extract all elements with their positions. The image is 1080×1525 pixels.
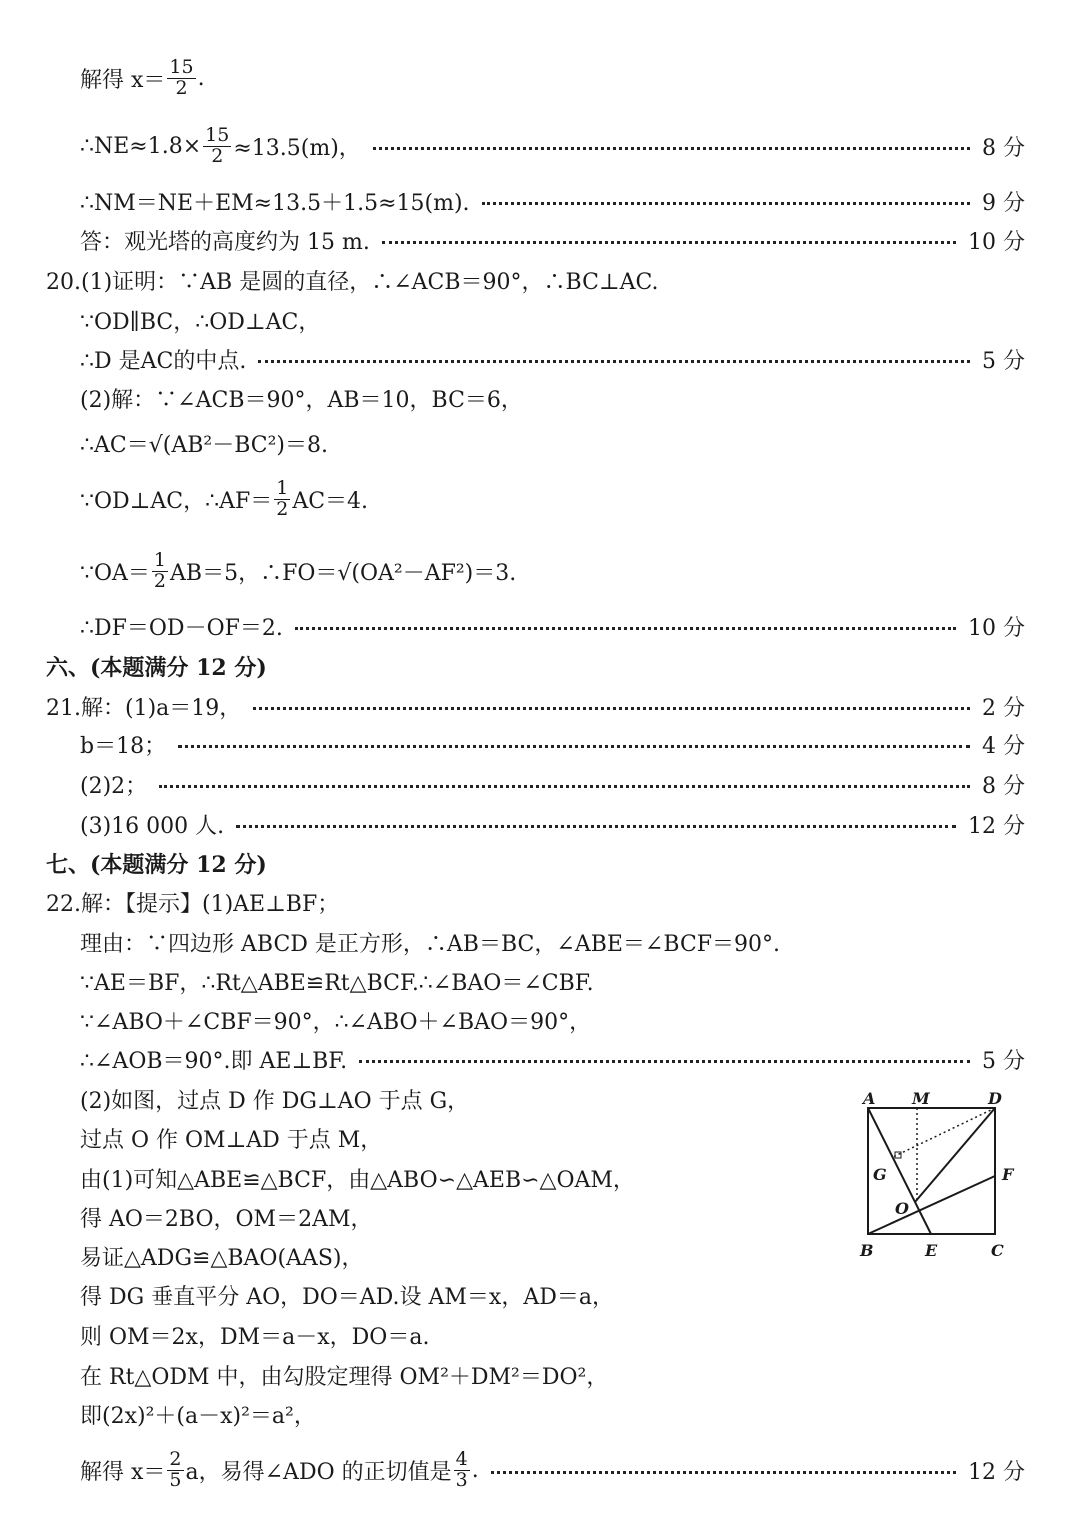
label-o: O <box>895 1199 909 1218</box>
score: 5 分 <box>982 1048 1025 1074</box>
score: 12 分 <box>968 813 1025 839</box>
line-reason <box>80 924 1025 960</box>
leader-dots <box>359 1060 970 1063</box>
text: 得 DG 垂直平分 AO，DO＝AD.设 AM＝x，AD＝a， <box>80 1284 614 1310</box>
line-q20-part2 <box>80 380 1025 416</box>
line-q21-2 <box>80 766 1025 802</box>
line-congruent <box>80 963 1025 999</box>
denominator: 2 <box>175 76 188 99</box>
label-e: E <box>925 1241 938 1260</box>
line-equation <box>80 1396 1025 1432</box>
line-dg-bisect <box>80 1277 1025 1313</box>
text: 过点 O 作 OM⊥AD 于点 M， <box>80 1127 383 1153</box>
leader-dots <box>253 707 970 710</box>
text: (3)16 000 人. <box>80 813 225 839</box>
text: 理由：∵四边形 ABCD 是正方形，∴AB＝BC，∠ABE＝∠BCF＝90°. <box>80 931 781 957</box>
leader-dots <box>236 825 956 828</box>
numerator: 4 <box>455 1447 468 1470</box>
text: ∵OD⊥AC，∴AF＝ <box>80 488 273 514</box>
text: 易证△ADG≌△BAO(AAS)， <box>80 1245 364 1271</box>
fraction <box>274 476 290 520</box>
text: ∵AE＝BF，∴Rt△ABE≌Rt△BCF.∴∠BAO＝∠CBF. <box>80 970 594 996</box>
text: 得 AO＝2BO，OM＝2AM， <box>80 1206 373 1232</box>
text: 六、(本题满分 12 分) <box>46 654 267 681</box>
line-q22-part2 <box>80 1081 840 1117</box>
text: 由(1)可知△ABE≌△BCF，由△ABO∽△AEB∽△OAM， <box>80 1167 635 1193</box>
score: 2 分 <box>982 695 1025 721</box>
text: ∵OA＝ <box>80 560 150 586</box>
text: b＝18； <box>80 733 167 759</box>
fraction <box>167 1447 183 1491</box>
section-heading-6 <box>46 648 1025 684</box>
line-similar <box>80 1160 840 1196</box>
text: 解得 x＝ <box>80 1459 166 1485</box>
text: ∴D 是AC的中点. <box>80 348 247 374</box>
line-ne <box>80 118 1025 174</box>
line-midpoint <box>80 341 1025 377</box>
leader-dots <box>482 202 970 205</box>
leader-dots <box>382 241 956 244</box>
text: ∵∠ABO＋∠CBF＝90°，∴∠ABO＋∠BAO＝90°， <box>80 1009 592 1035</box>
fraction <box>152 548 168 592</box>
line-af <box>80 470 1025 528</box>
line-answer-19 <box>80 222 1025 258</box>
denominator: 2 <box>276 497 289 520</box>
text: ≈13.5(m)， <box>233 135 361 161</box>
line-pythagoras <box>80 1357 1025 1393</box>
fraction <box>203 123 231 167</box>
line-q22 <box>46 884 1025 920</box>
leader-dots <box>258 360 970 363</box>
segment-bf <box>868 1176 995 1234</box>
numerator: 15 <box>169 55 194 78</box>
text: ∴NM＝NE＋EM≈13.5＋1.5≈15(m). <box>80 190 470 216</box>
line-q21-a <box>46 688 1025 724</box>
text: 答：观光塔的高度约为 15 m. <box>80 229 370 255</box>
label-g: G <box>873 1165 887 1184</box>
line-df <box>80 608 1025 644</box>
line-q20-proof <box>46 262 1025 298</box>
text: 即(2x)²＋(a－x)²＝a²， <box>80 1403 316 1429</box>
text: ∴NE≈1.8× <box>80 133 202 159</box>
line-q21-b <box>80 726 1025 762</box>
text: (2)2； <box>80 773 148 799</box>
text: (2)解：∵∠ACB＝90°，AB＝10，BC＝6， <box>80 387 523 413</box>
label-m: M <box>912 1089 930 1108</box>
section-heading-7 <box>46 845 1025 881</box>
score: 9 分 <box>982 190 1025 216</box>
text: 在 Rt△ODM 中，由勾股定理得 OM²＋DM²＝DO²， <box>80 1364 609 1390</box>
text: (2)如图，过点 D 作 DG⊥AO 于点 G， <box>80 1088 470 1114</box>
line-ao-bo <box>80 1199 840 1235</box>
text: ∴AC＝√(AB²－BC²)＝8. <box>80 432 328 458</box>
fraction <box>454 1447 470 1491</box>
line-od-parallel <box>80 302 1025 338</box>
numerator: 2 <box>169 1447 182 1470</box>
geometry-figure <box>855 1088 1025 1263</box>
segment-dg <box>893 1108 995 1157</box>
label-f: F <box>1002 1165 1014 1184</box>
numerator: 1 <box>276 476 289 499</box>
fraction <box>167 55 195 99</box>
text: AC＝4. <box>292 488 369 514</box>
line-ac <box>80 425 1025 461</box>
score: 5 分 <box>982 348 1025 374</box>
line-nm <box>80 183 1025 219</box>
right-angle-mark <box>895 1152 901 1158</box>
text: ∵OD∥BC，∴OD⊥AC， <box>80 309 321 335</box>
score: 10 分 <box>968 229 1025 255</box>
segment-do <box>915 1108 995 1202</box>
denominator: 2 <box>211 144 224 167</box>
leader-dots <box>178 745 970 748</box>
label-c: C <box>991 1241 1004 1260</box>
text: AB＝5，∴FO＝√(OA²－AF²)＝3. <box>170 560 517 586</box>
line-om <box>80 1120 840 1156</box>
label-d: D <box>988 1089 1002 1108</box>
leader-dots <box>491 1471 956 1474</box>
leader-dots <box>373 147 970 150</box>
leader-dots <box>295 627 956 630</box>
line-final <box>80 1440 1025 1500</box>
text: 七、(本题满分 12 分) <box>46 851 267 878</box>
text: 22.解：【提示】(1)AE⊥BF； <box>46 891 340 917</box>
score: 10 分 <box>968 615 1025 641</box>
label-b: B <box>860 1241 874 1260</box>
text: . <box>197 65 205 91</box>
text: a，易得∠ADO 的正切值是 <box>185 1459 452 1485</box>
label-a: A <box>863 1089 876 1108</box>
text: ∴∠AOB＝90°.即 AE⊥BF. <box>80 1048 348 1074</box>
denominator: 2 <box>153 569 167 592</box>
line-q21-3 <box>80 806 1025 842</box>
numerator: 15 <box>205 123 230 146</box>
score: 8 分 <box>982 135 1025 161</box>
score: 4 分 <box>982 733 1025 759</box>
text: 则 OM＝2x，DM＝a－x，DO＝a. <box>80 1324 430 1350</box>
denominator: 5 <box>169 1468 182 1491</box>
numerator: 1 <box>153 548 167 571</box>
leader-dots <box>159 785 970 788</box>
score: 8 分 <box>982 773 1025 799</box>
square-abcd <box>868 1108 995 1234</box>
square-diagram <box>855 1088 1025 1263</box>
text: 20.(1)证明：∵AB 是圆的直径，∴∠ACB＝90°，∴BC⊥AC. <box>46 269 659 295</box>
text: 解得 x＝ <box>80 67 166 93</box>
line-angle-sum <box>80 1002 1025 1038</box>
line-fo <box>80 542 1025 600</box>
line-om-dm <box>80 1317 1025 1353</box>
score: 12 分 <box>968 1459 1025 1485</box>
denominator: 3 <box>455 1468 468 1491</box>
line-aob <box>80 1041 1025 1077</box>
text: . <box>471 1457 479 1483</box>
line-solve-x <box>80 50 1025 106</box>
text: 21.解：(1)a＝19， <box>46 695 242 721</box>
text: ∴DF＝OD－OF＝2. <box>80 615 283 641</box>
